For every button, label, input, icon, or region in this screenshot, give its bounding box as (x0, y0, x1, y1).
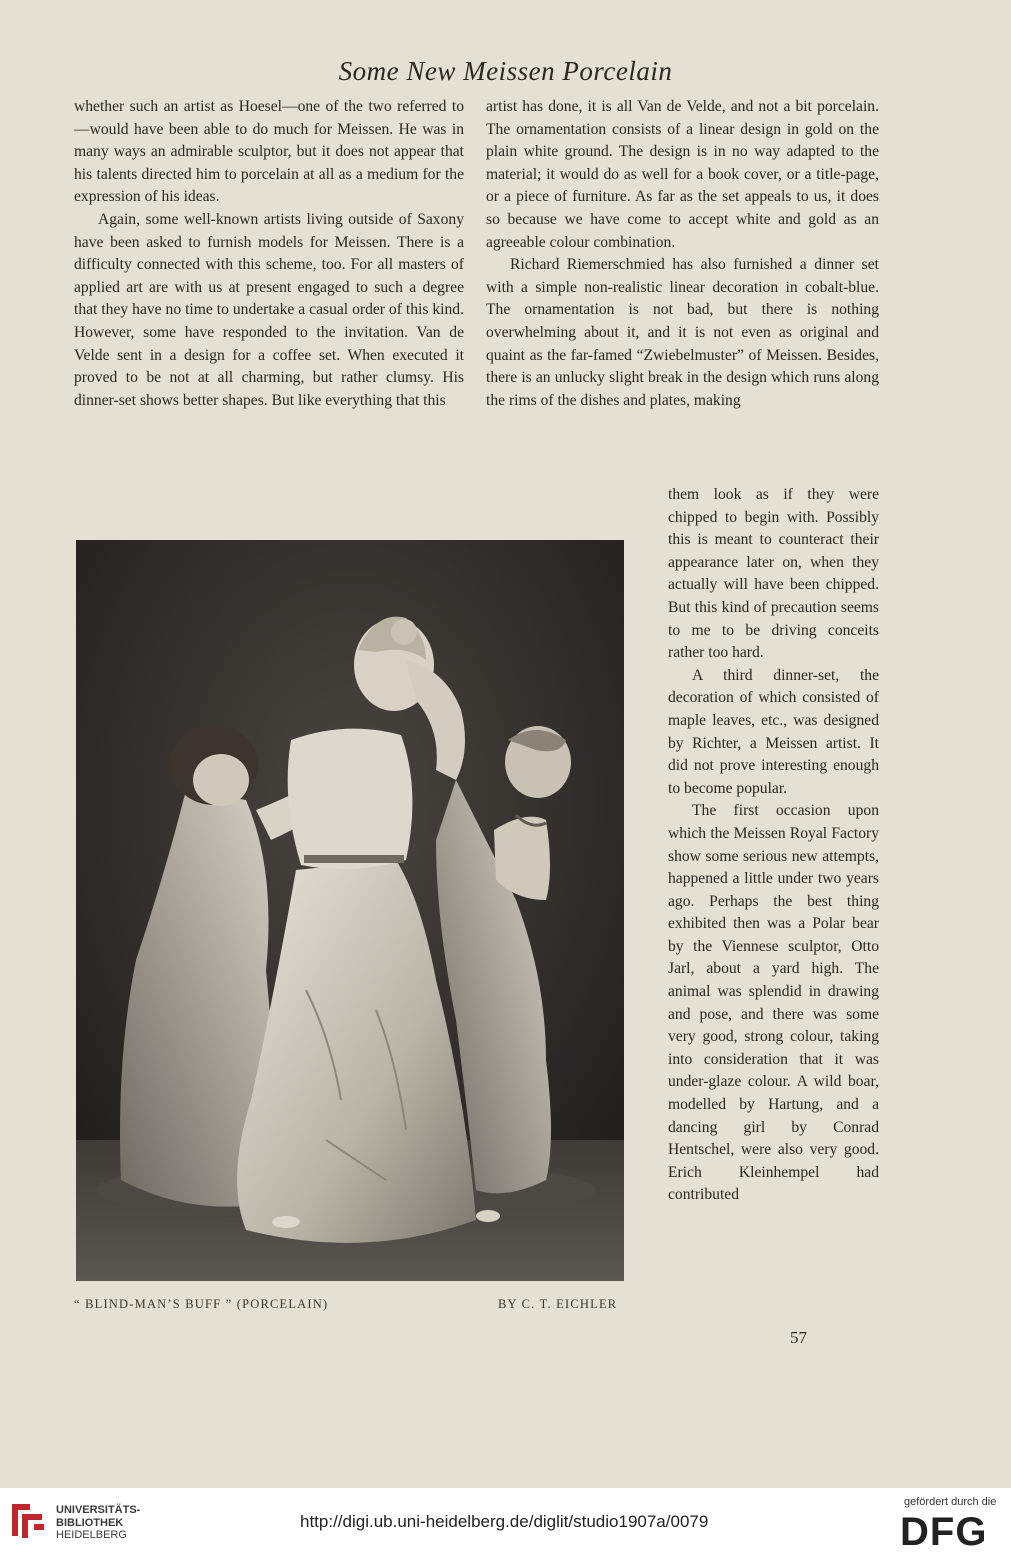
page-number: 57 (790, 1328, 807, 1347)
funded-by-label: gefördert durch die (904, 1496, 997, 1508)
library-name (56, 1504, 140, 1542)
running-title: Some New Meissen Porcelain (338, 56, 673, 86)
paragraph: them look as if they were chipped to begin with. Possibly this is meant to counteract their appearance later on, when they actually will have been chipped. But this kind of precaution seems to me to be driving conceits rather too hard. (668, 486, 879, 662)
figure-caption-title: “ BLIND-MAN’S BUFF ” (PORCELAIN) (74, 1297, 329, 1311)
porcelain-figure-photo (76, 540, 624, 1281)
dfg-logo: DFG (900, 1510, 988, 1554)
paragraph: A third dinner-set, the decoration of which consisted of maple leaves, etc., was designed by Richter, a Meissen artist. It did not prove interesting enough to become popular. (668, 666, 879, 797)
library-logo-icon (8, 1498, 48, 1542)
right-column-top (486, 96, 879, 412)
library-name-line1: UNIVERSITÄTS- (56, 1504, 141, 1516)
library-name-line3: HEIDELBERG (56, 1529, 127, 1541)
digitization-footer (0, 1488, 1011, 1563)
figure-caption-credit: BY C. T. EICHLER (498, 1297, 618, 1311)
figurine-illustration (76, 540, 624, 1281)
right-column-narrow (668, 484, 879, 1207)
library-name-line2: BIBLIOTHEK (56, 1516, 124, 1529)
paragraph: artist has done, it is all Van de Velde, and not a bit porcelain. The ornamentation consists of a linear design in gold on the plain white ground. The design is in no way adapted to the material; it would do as well for a book cover, or a title-page, or a piece of furniture. As far as the set appeals to us, it does so because we have come to accept white and gold as an agreeable colour combination. (486, 98, 879, 251)
paragraph: The first occasion upon which the Meissen Royal Factory show some serious new attempts, happened a little under two years ago. Perhaps the best thing exhibited then was a Polar bear by the Viennese sculptor, Otto Jarl, about a yard high. The animal was splendid in drawing and pose, and there was some very good, strong colour, taking into consideration that it was under-glaze colour. A wild boar, modelled by Hartung, and a dancing girl by Conrad Hentschel, were also very good. Erich Kleinhempel had contributed (668, 802, 879, 1204)
paragraph: Richard Riemerschmied has also furnished a dinner set with a simple non-realistic linear decoration in cobalt-blue. The ornamentation is not bad, but there is nothing overwhelming about it, and it is not even as original and quaint as the far-famed “Zwiebelmuster” of Meissen. Besides, there is an unlucky slight break in the design which runs along the rims of the dishes and plates, making (486, 256, 879, 409)
paragraph: Again, some well-known artists living outside of Saxony have been asked to furnish models for Meissen. There is a difficulty connected with this scheme, too. For all masters of applied art are with us at present engaged to such a degree that they have no time to undertake a casual order of this kind. However, some have responded to the invitation. Van de Velde sent in a design for a coffee set. When executed it proved to be not at all charming, but rather clumsy. His dinner-set shows better shapes. But like everything that this (74, 210, 464, 409)
left-column (74, 96, 464, 412)
paragraph: whether such an artist as Hoesel—one of the two referred to—would have been able to do much for Meissen. He was in many ways an admirable sculptor, but it does not appear that his talents directed him to porcelain at all as a medium for the expression of his ideas. (74, 98, 464, 206)
source-url-link[interactable]: http://digi.ub.uni-heidelberg.de/diglit/studio1907a/0079 (300, 1512, 709, 1531)
